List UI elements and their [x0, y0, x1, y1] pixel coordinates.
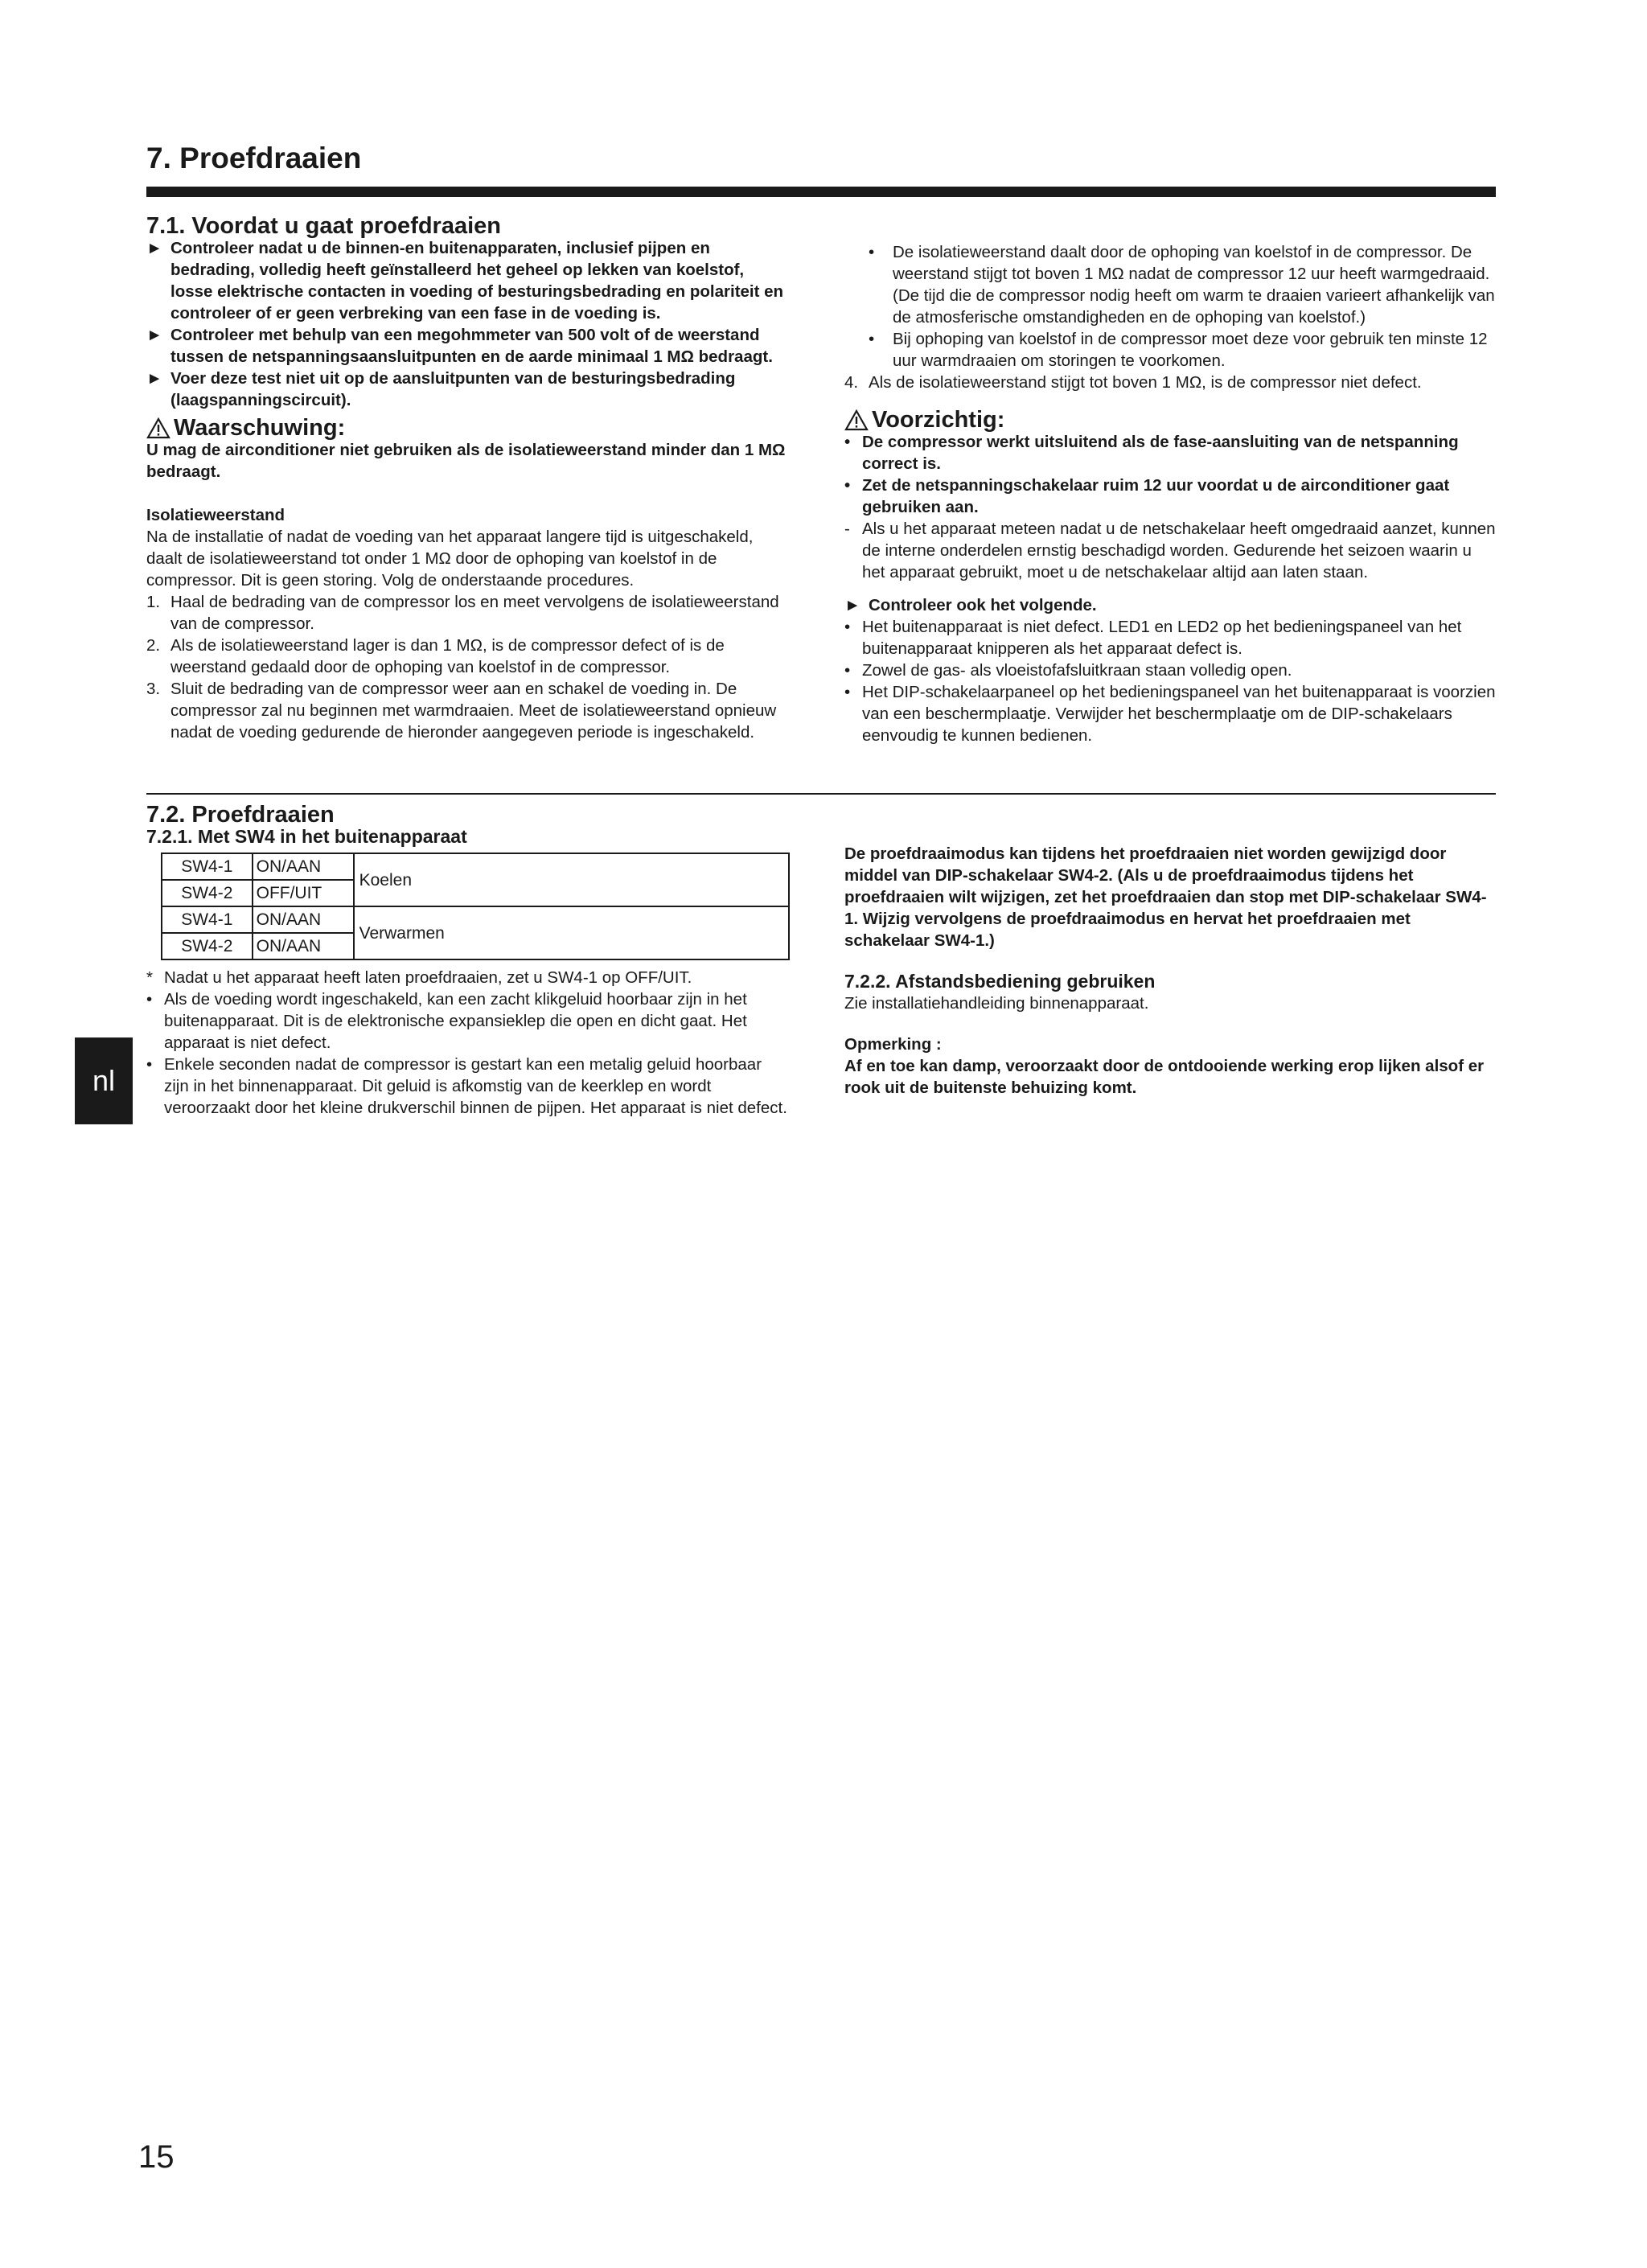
s71-checks: [146, 237, 790, 411]
s721-heading: 7.2.1. Met SW4 in het buitenapparaat: [146, 826, 467, 847]
step-item: 3. Sluit de bedrading van de compressor weer aan en schakel de voeding in. De compressor zal nu beginnen met warmdraaien. Meet de isolatieweerstand opnieuw nadat de voeding gedurende de hieronder aangegeven periode is ingeschakeld.: [146, 680, 777, 742]
caution-item: • Zet de netspanningschakelaar ruim 12 uur voordat u de airconditioner gaat gebruiken aan.: [844, 476, 1450, 516]
notes-list: [146, 967, 790, 1119]
section-title: 7. Proefdraaien: [146, 142, 362, 175]
caution-item: • De compressor werkt uitsluitend als de fase-aansluiting van de netspanning correct is.: [844, 433, 1459, 473]
check-item: ► Controleer nadat u de binnen-en buitenapparaten, inclusief pijpen en bedrading, volledig heeft geïnstalleerd het geheel op lekken van koelstof, losse elektrische contacten in voeding of besturingsbedrading en polariteit en controleer of er geen verbreking van een fase in de voeding is.: [146, 239, 784, 323]
insulation-heading: Isolatieweerstand: [146, 506, 285, 524]
s71-right-column: [844, 241, 1496, 746]
s71-left-column: [146, 213, 790, 743]
mode-cell: Verwarmen: [354, 906, 789, 959]
sub-bullet: • Bij ophoping van koelstof in de compressor moet deze voor gebruik ten minste 12 uur warmdraaien om storingen te voorkomen.: [869, 330, 1488, 370]
check-also-heading: ► Controleer ook het volgende.: [844, 596, 1097, 614]
step-item-4: 4. Als de isolatieweerstand stijgt tot boven 1 MΩ, is de compressor niet defect.: [844, 373, 1422, 392]
remark-text: Af en toe kan damp, veroorzaakt door de ontdooiende werking erop lijken alsof er rook uit de buitenste behuizing komt.: [844, 1057, 1485, 1097]
check-also-list: [844, 616, 1496, 746]
warning-text: U mag de airconditioner niet gebruiken als de isolatieweerstand minder dan 1 MΩ bedraagt.: [146, 441, 786, 481]
step-item: 1. Haal de bedrading van de compressor los en meet vervolgens de isolatieweerstand van de compressor.: [146, 593, 779, 633]
s71-heading: 7.1. Voordat u gaat proefdraaien: [146, 213, 502, 239]
note-item: • Als de voeding wordt ingeschakeld, kan een zacht klikgeluid hoorbaar zijn in het buitenapparaat. Dit is de elektronische expansieklep die open en dicht gaat. Het apparaat is niet defect.: [146, 990, 747, 1052]
section-divider: [146, 793, 1496, 795]
s72-heading: 7.2. Proefdraaien: [146, 802, 335, 828]
caution-dash-item: - Als u het apparaat meteen nadat u de netschakelaar heeft omgedraaid aanzet, kunnen de interne onderdelen ernstig beschadigd worden. Gedurende het seizoen waarin u het apparaat gebruikt, moet u de netschakelaar altijd aan laten staan.: [844, 520, 1496, 581]
mode-cell: Koelen: [354, 853, 789, 906]
check-also-item: • Het buitenapparaat is niet defect. LED1 en LED2 op het bedieningspaneel van het buitenapparaat knipperen als het apparaat defect is.: [844, 618, 1462, 658]
insulation-intro: Na de installatie of nadat de voeding van het apparaat langere tijd is uitgeschakeld, daalt de isolatieweerstand tot onder 1 MΩ door de ophoping van koelstof in de compressor. Dit is geen storing. Volg de onderstaande procedures.: [146, 528, 754, 590]
sw4-table: [161, 853, 790, 960]
check-item: ► Voer deze test niet uit op de aansluitpunten van de besturingsbedrading (laagspanningscircuit).: [146, 369, 736, 409]
s722-heading: 7.2.2. Afstandsbediening gebruiken: [844, 971, 1156, 992]
s72-right-column: [844, 843, 1496, 1099]
table-row: SW4-1 ON/AAN Koelen: [162, 853, 789, 880]
warning-icon: [146, 417, 170, 439]
title-rule: [146, 187, 1496, 197]
warning-heading: Waarschuwing:: [146, 417, 790, 439]
caution-heading: Voorzichtig:: [844, 409, 1496, 431]
note-item: * Nadat u het apparaat heeft laten proefdraaien, zet u SW4-1 op OFF/UIT.: [146, 968, 692, 987]
sub-bullets: [844, 241, 1496, 372]
check-item: ► Controleer met behulp van een megohmmeter van 500 volt of de weerstand tussen de netspanningsaansluitpunten en de aarde minimaal 1 MΩ bedraagt.: [146, 326, 773, 366]
step-item: 2. Als de isolatieweerstand lager is dan 1 MΩ, is de compressor defect of is de weerstand gedaald door de ophoping van koelstof in de compressor.: [146, 636, 725, 676]
remark-title: Opmerking :: [844, 1035, 942, 1054]
s72-left-column: [146, 804, 790, 1119]
caution-bold-list: [844, 431, 1496, 518]
caution-icon: [844, 409, 869, 431]
mode-note: De proefdraaimodus kan tijdens het proefdraaien niet worden gewijzigd door middel van DIP-schakelaar SW4-2. (Als u de proefdraaimodus tijdens het proefdraaien wilt wijzigen, zet het proefdraaien dan stop met DIP-schakelaar SW4-1. Wijzig vervolgens de proefdraaimodus en hervat het proefdraaien met schakelaar SW4-1.): [844, 844, 1487, 950]
check-also-item: • Zowel de gas- als vloeistofafsluitkraan staan volledig open.: [844, 661, 1292, 680]
language-tab: nl: [75, 1037, 133, 1124]
table-row: SW4-2 OFF/UIT: [162, 880, 789, 906]
steps-list: [146, 591, 790, 743]
s722-text: Zie installatiehandleiding binnenapparaat.: [844, 994, 1149, 1013]
table-row: SW4-2 ON/AAN: [162, 933, 789, 959]
check-also-item: • Het DIP-schakelaarpaneel op het bedieningspaneel van het buitenapparaat is voorzien van een beschermplaatje. Verwijder het beschermplaatje om de DIP-schakelaars eenvoudig te kunnen bedienen.: [844, 683, 1496, 745]
note-item: • Enkele seconden nadat de compressor is gestart kan een metalig geluid hoorbaar zijn in het binnenapparaat. Dit geluid is afkomstig van de keerklep en wordt veroorzaakt door het kleine drukverschil binnen de pijpen. Het apparaat is niet defect.: [146, 1055, 787, 1117]
page-number: 15: [138, 2139, 175, 2175]
sub-bullet: • De isolatieweerstand daalt door de ophoping van koelstof in de compressor. De weerstand stijgt tot boven 1 MΩ nadat de compressor 12 uur heeft warmgedraaid. (De tijd die de compressor nodig heeft om warm te draaien varieert afhankelijk van de atmosferische omstandigheden en de ophoping van koelstof.): [869, 243, 1495, 327]
table-row: SW4-1 ON/AAN Verwarmen: [162, 906, 789, 933]
